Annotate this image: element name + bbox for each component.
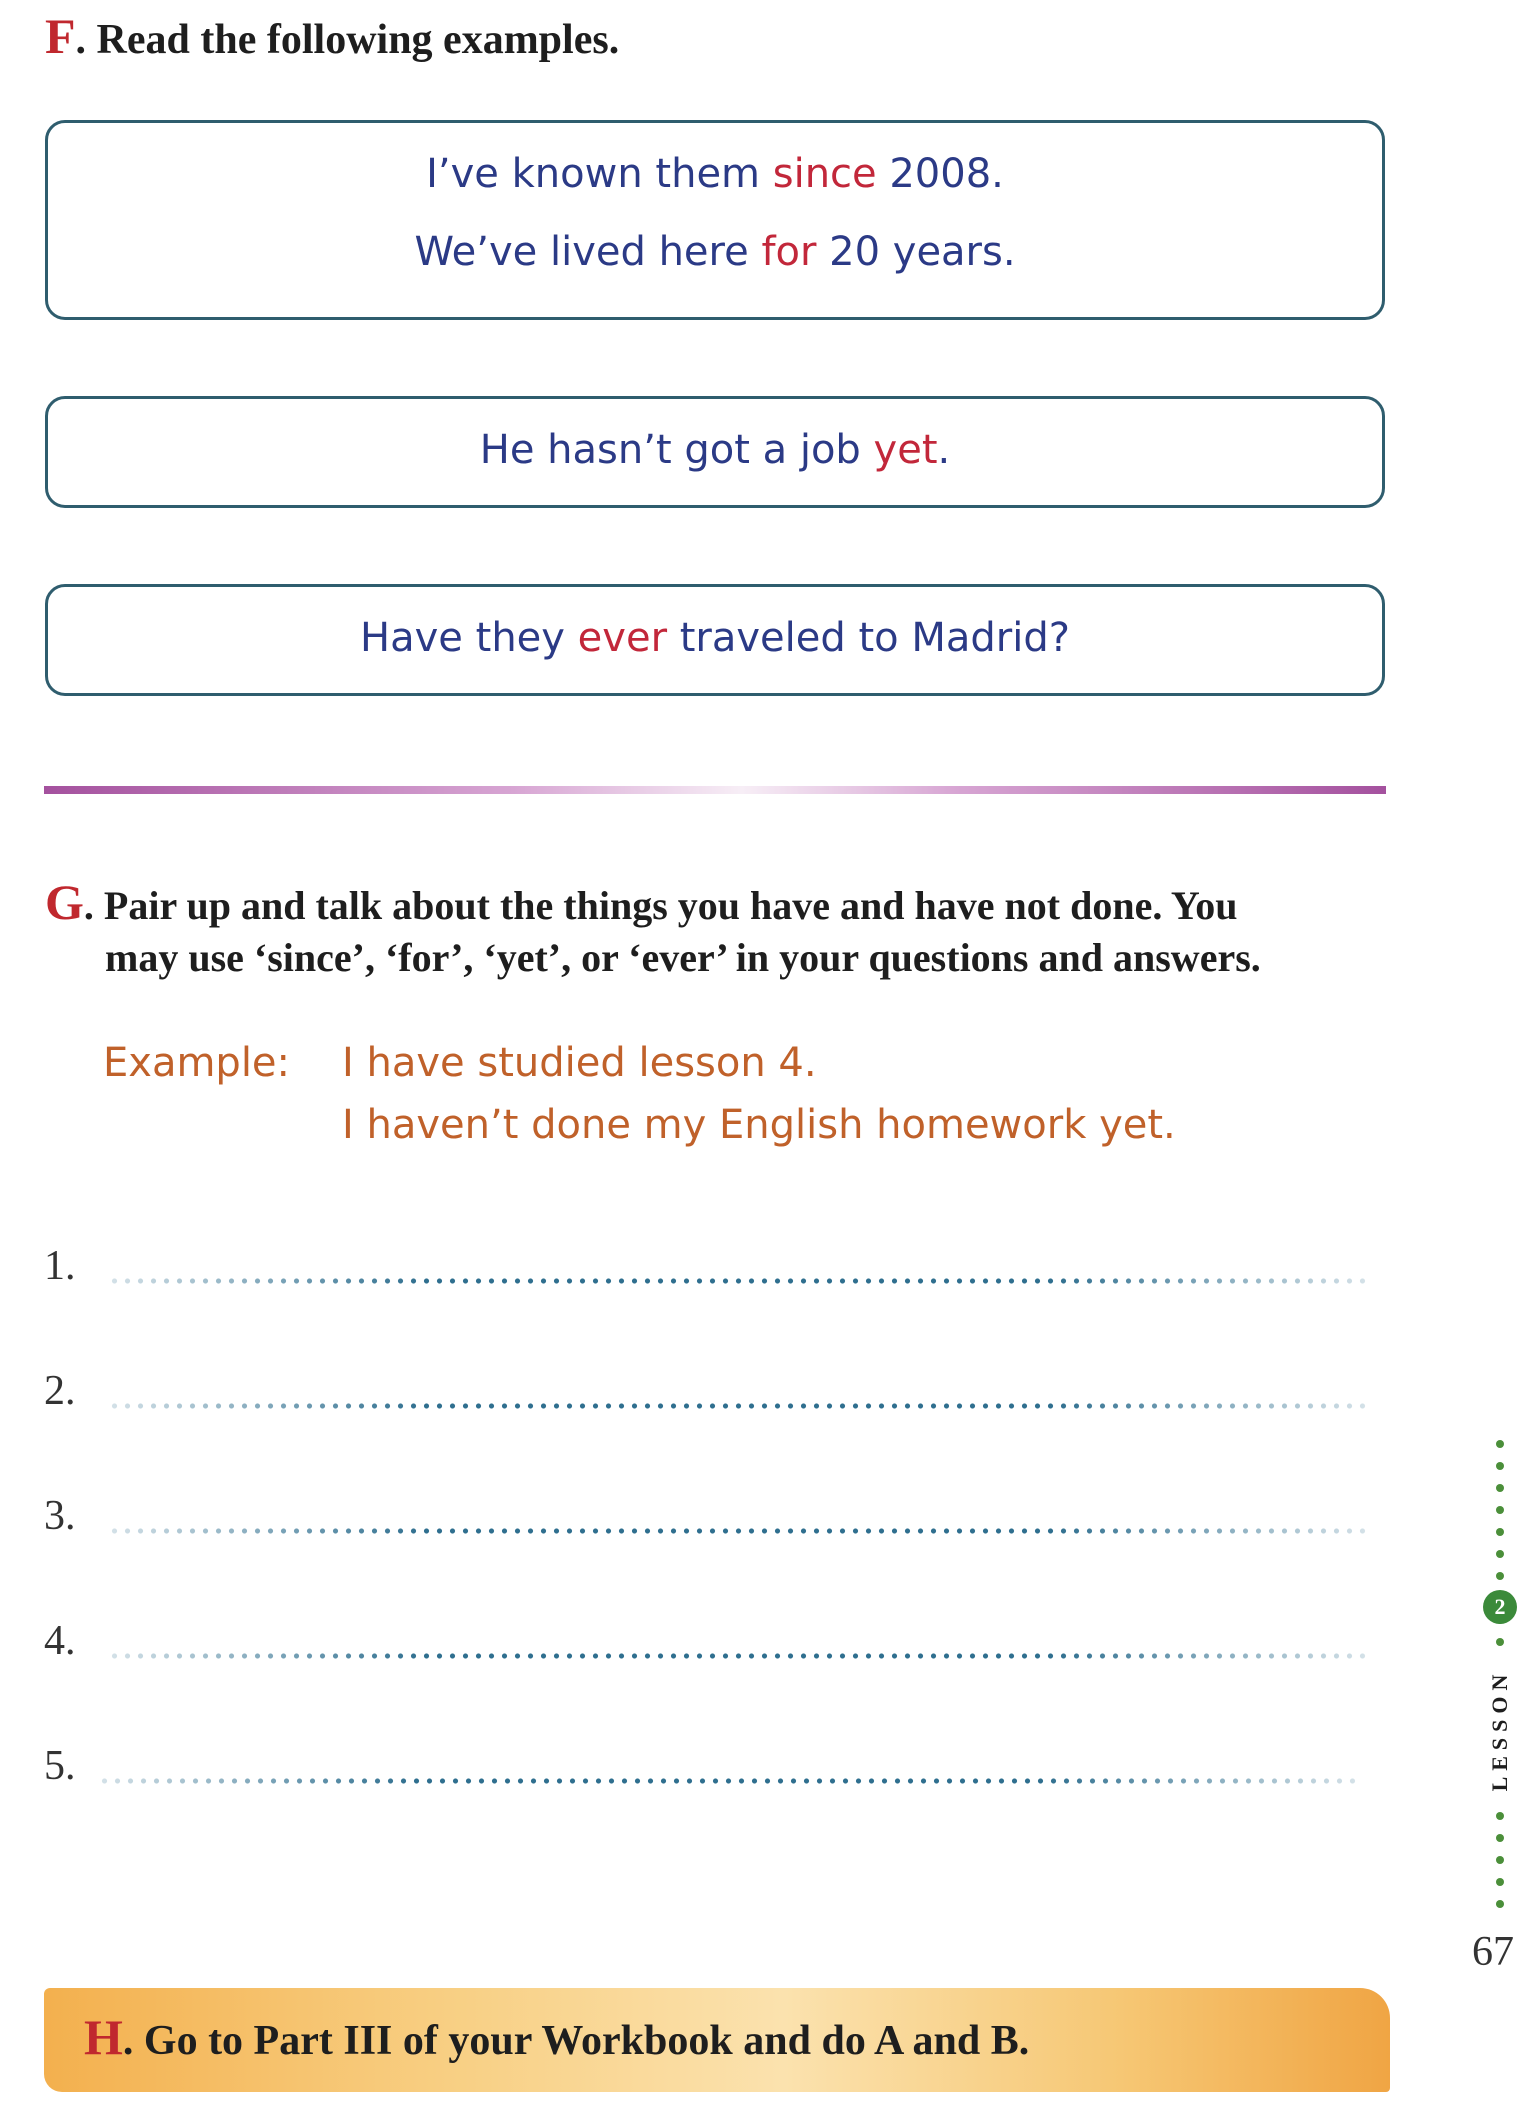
example-text: I’ve known them xyxy=(426,151,773,197)
section-h-banner xyxy=(44,1988,1390,2092)
example-text: Have they xyxy=(360,615,578,661)
example-text: 20 years. xyxy=(816,229,1016,275)
example-text: We’ve lived here xyxy=(414,229,762,275)
dot-decoration xyxy=(1496,1462,1504,1470)
example-answer: I haven’t done my English homework yet. xyxy=(342,1102,1176,1148)
section-letter: H xyxy=(84,2009,123,2065)
dot-decoration xyxy=(1496,1550,1504,1558)
section-letter: G xyxy=(45,874,84,930)
keyword-highlight: since xyxy=(772,151,877,197)
dot-decoration xyxy=(1496,1484,1504,1492)
example-sentence xyxy=(48,151,1382,197)
example-label: Example: xyxy=(103,1040,291,1086)
example-answer: I have studied lesson 4. xyxy=(342,1040,817,1086)
dot-decoration xyxy=(1496,1440,1504,1448)
lesson-number-badge: 2 xyxy=(1483,1590,1517,1624)
example-sentence xyxy=(48,427,1382,473)
lesson-side-tab xyxy=(1480,1440,1520,1980)
dot-decoration xyxy=(1496,1506,1504,1514)
answer-number: 1. xyxy=(44,1243,76,1289)
answer-line-field[interactable] xyxy=(108,1277,1368,1285)
section-h-heading xyxy=(84,2008,1029,2066)
lesson-label: LESSON xyxy=(1487,1668,1512,1792)
section-title: . Go to Part III of your Workbook and do A and B. xyxy=(122,2018,1030,2064)
keyword-highlight: for xyxy=(761,229,817,275)
answer-number: 5. xyxy=(44,1743,76,1789)
section-title: . Read the following examples. xyxy=(75,17,620,63)
dot-decoration xyxy=(1496,1856,1504,1864)
answer-line-field[interactable] xyxy=(108,1402,1368,1410)
example-box xyxy=(45,396,1385,508)
keyword-highlight: yet xyxy=(873,427,938,473)
section-divider xyxy=(44,786,1386,794)
page-number: 67 xyxy=(1472,1929,1514,1975)
dot-decoration xyxy=(1496,1812,1504,1820)
example-text: 2008. xyxy=(876,151,1004,197)
section-g-instructions xyxy=(45,876,1390,984)
dot-decoration xyxy=(1496,1572,1504,1580)
section-letter: F xyxy=(45,8,76,64)
answer-line-field[interactable] xyxy=(98,1777,1358,1785)
dot-decoration xyxy=(1496,1528,1504,1536)
section-f-heading xyxy=(45,10,619,66)
instruction-line: may use ‘since’, ‘for’, ‘yet’, or ‘ever’ in your questions and answers. xyxy=(105,935,1261,980)
answer-line-field[interactable] xyxy=(108,1652,1368,1660)
example-text: He hasn’t got a job xyxy=(479,427,874,473)
dot-decoration xyxy=(1496,1878,1504,1886)
dot-decoration xyxy=(1496,1900,1504,1908)
example-box xyxy=(45,584,1385,696)
example-text: . xyxy=(937,427,951,473)
example-text: traveled to Madrid? xyxy=(667,615,1070,661)
instruction-line: . Pair up and talk about the things you have and have not done. You xyxy=(83,883,1238,928)
answer-number: 3. xyxy=(44,1493,76,1539)
answer-number: 4. xyxy=(44,1618,76,1664)
keyword-highlight: ever xyxy=(577,615,668,661)
example-box xyxy=(45,120,1385,320)
answer-line-field[interactable] xyxy=(108,1527,1368,1535)
example-sentence xyxy=(48,615,1382,661)
answer-number: 2. xyxy=(44,1368,76,1414)
example-sentence xyxy=(48,229,1382,275)
dot-decoration xyxy=(1496,1834,1504,1842)
dot-decoration xyxy=(1496,1638,1504,1646)
